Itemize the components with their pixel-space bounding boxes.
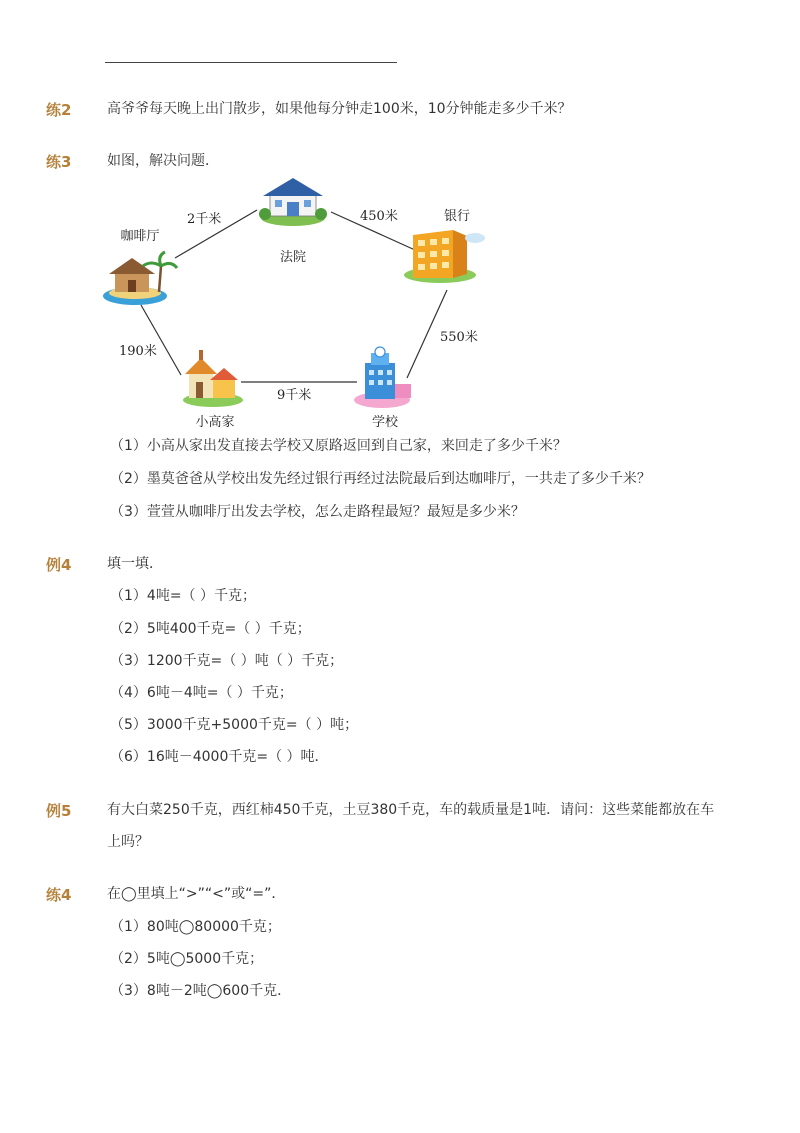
question-item: （1）4吨=（ ）千克； — [110, 588, 256, 604]
place-school: 学校 — [371, 415, 399, 430]
distance-school-home: 9千米 — [277, 388, 312, 403]
exercise-text: 高爷爷每天晚上出门散步，如果他每分钟走100米，10分钟能走多少千米？ — [107, 101, 572, 117]
question-item: （2）5吨400千克=（ ）千克； — [110, 621, 311, 637]
question-item: （5）3000千克+5000千克=（ ）吨； — [110, 717, 359, 733]
exercise-text: 如图，解决问题． — [107, 153, 219, 169]
distance-cafe-court: 2千米 — [187, 212, 222, 227]
question-item: （3）1200千克=（ ）吨（ ）千克； — [110, 653, 344, 669]
exercise-tag: 练2 — [46, 101, 72, 119]
route-map — [95, 170, 515, 435]
school-building-icon — [354, 347, 411, 408]
route-cafe-home — [141, 305, 181, 375]
question-item: （6）16吨－4000千克=（ ）吨． — [110, 749, 329, 765]
exercise-tag: 练4 — [46, 886, 72, 904]
question-item: （2）5吨◯5000千克； — [110, 951, 264, 967]
question-item: （2）墨莫爸爸从学校出发先经过银行再经过法院最后到达咖啡厅，一共走了多少千米？ — [110, 471, 651, 487]
exercise-tag: 练3 — [46, 153, 72, 171]
question-item: （1）小高从家出发直接去学校又原路返回到自己家，来回走了多少千米？ — [110, 438, 567, 454]
question-item: （1）80吨◯80000千克； — [110, 919, 281, 935]
exercise-text: 填一填． — [107, 556, 163, 572]
place-court: 法院 — [279, 250, 307, 265]
distance-court-bank: 450米 — [360, 209, 398, 224]
distance-cafe-home: 190米 — [119, 344, 157, 359]
cafe-building-icon — [103, 252, 177, 305]
question-item: （3）萱萱从咖啡厅出发去学校，怎么走路程最短？最短是多少米？ — [110, 504, 525, 520]
place-cafe: 咖啡厅 — [120, 229, 160, 244]
home-building-icon — [183, 350, 243, 407]
bank-building-icon — [404, 230, 485, 283]
exercise-text: 在◯里填上“>”“<”或“=”． — [107, 886, 286, 902]
question-item: （4）6吨－4吨=（ ）千克； — [110, 685, 293, 701]
exercise-tag: 例4 — [46, 556, 72, 574]
place-bank: 银行 — [443, 209, 471, 224]
answer-line — [105, 62, 397, 63]
distance-bank-school: 550米 — [440, 330, 478, 345]
place-home: 小高家 — [195, 415, 235, 430]
exercise-tag: 例5 — [46, 802, 72, 820]
court-building-icon — [259, 178, 327, 226]
question-item: （3）8吨－2吨◯600千克． — [110, 983, 292, 999]
exercise-text: 有大白菜250千克，西红柿450千克，土豆380千克，车的载质量是1吨．请问：这些菜能都放在车上吗？ — [107, 802, 715, 850]
